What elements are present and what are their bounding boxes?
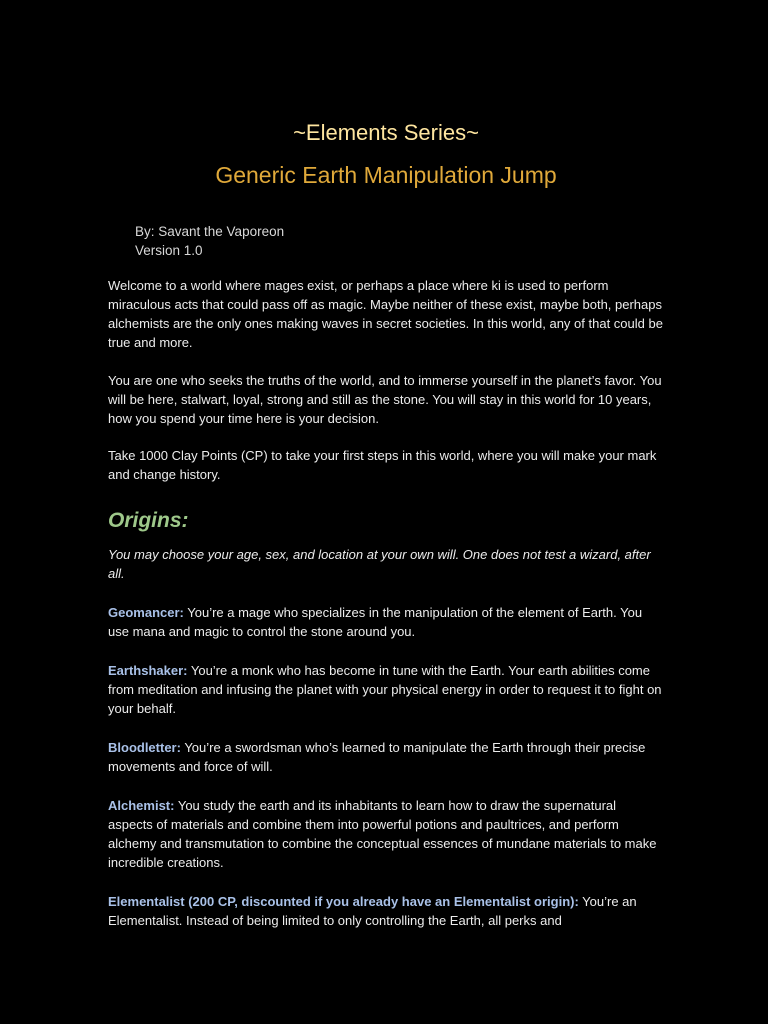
origin-name: Elementalist (200 CP, discounted if you already have an Elementalist origin): [108,894,579,909]
origin-bloodletter [108,738,664,776]
origin-elementalist [108,892,664,930]
origin-name: Earthshaker: [108,663,188,678]
intro-paragraph-3: Take 1000 Clay Points (CP) to take your first steps in this world, where you will make your mark and change history. [108,448,657,482]
document-title: ~Elements Series~ [293,120,479,145]
origin-name: Geomancer: [108,605,184,620]
origin-alchemist [108,796,664,872]
document-subtitle: Generic Earth Manipulation Jump [215,162,557,188]
author-line: By: Savant the Vaporeon [135,224,285,239]
origin-geomancer [108,603,664,641]
origin-earthshaker [108,661,664,718]
origin-description: You’re a monk who has become in tune with the Earth. Your earth abilities come from meditation and infusing the planet with your physical energy in order to request it to fight on your behalf. [108,663,662,716]
origins-heading: Origins: [108,509,189,532]
origin-description: You’re a swordsman who’s learned to manipulate the Earth through their precise movements and force of will. [108,740,646,774]
origins-note: You may choose your age, sex, and location at your own will. One does not test a wizard, after all. [108,547,651,581]
byline [135,222,284,260]
origin-description: You study the earth and its inhabitants to learn how to draw the supernatural aspects of materials and combine them into powerful potions and paultrices, and perform alchemy and transmutation to combine the conceptual essences of mundane materials to make incredible creations. [108,798,657,870]
intro-paragraph-2: You are one who seeks the truths of the world, and to immerse yourself in the planet’s favor. You will be here, stalwart, loyal, strong and still as the stone. You will stay in this world for 10 years, how you spend your time here is your decision. [108,373,662,426]
origin-name: Alchemist: [108,798,175,813]
origin-name: Bloodletter: [108,740,181,755]
version-line: Version 1.0 [135,243,203,258]
origin-description: You’re an Elementalist. Instead of being limited to only controlling the Earth, all perks and [108,894,637,928]
origin-description: You’re a mage who specializes in the manipulation of the element of Earth. You use mana and magic to control the stone around you. [108,605,643,639]
intro-paragraph-1: Welcome to a world where mages exist, or perhaps a place where ki is used to perform miraculous acts that could pass off as magic. Maybe neither of these exist, maybe both, perhaps alchemists are the only ones making waves in secret societies. In this world, any of that could be true and more. [108,278,663,350]
